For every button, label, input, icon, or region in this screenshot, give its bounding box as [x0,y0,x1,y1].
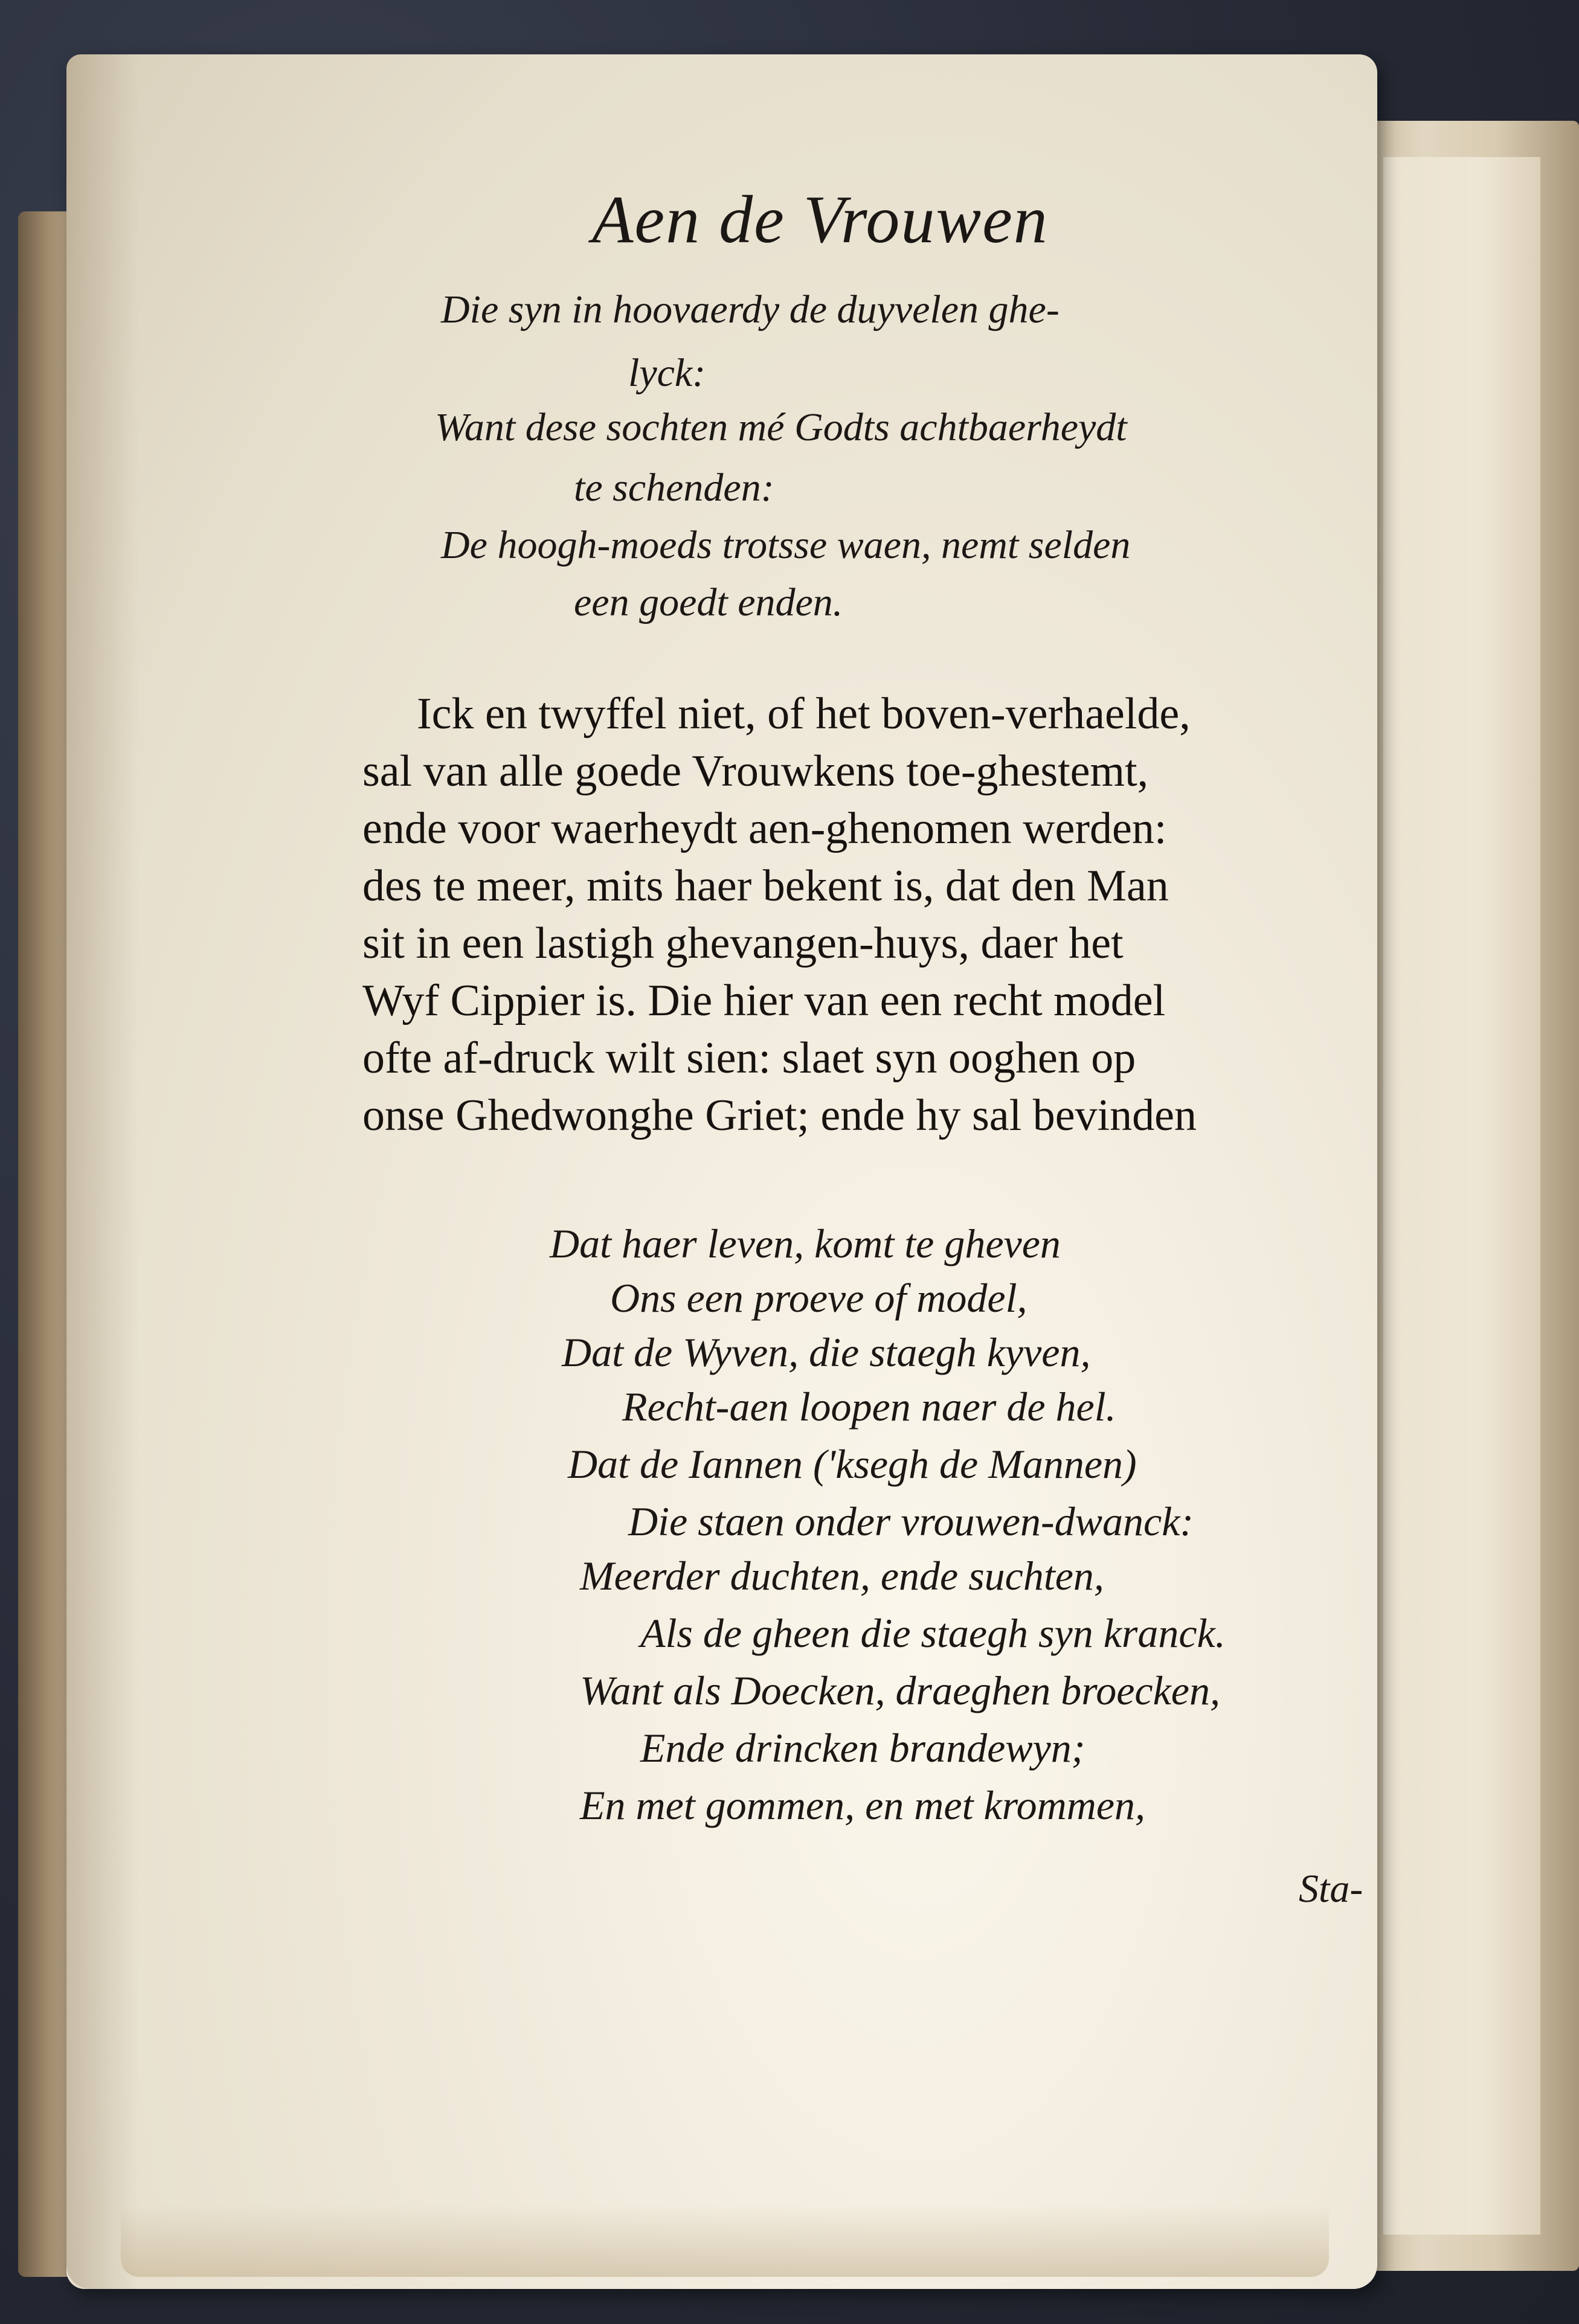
verse-bottom-line: Dat de Iannen ('ksegh de Mannen) [568,1441,1137,1487]
prose-line: sal van alle goede Vrouwkens toe-ghestemt, [362,746,1149,796]
book-page [66,54,1377,2289]
verse-top-line: Want dese sochten mé Godts achtbaerheydt [435,405,1127,449]
prose-line: sit in een lastigh ghevangen-huys, daer het [362,919,1124,968]
verse-top-line: Die syn in hoovaerdy de duyvelen ghe- [441,287,1060,332]
verse-bottom-line: Dat haer leven, komt te gheven [550,1221,1061,1266]
prose-line: ofte af-druck wilt sien: slaet syn ooghen op [362,1033,1136,1083]
page-gutter-shadow [66,54,139,2289]
verse-bottom-line: Recht-aen loopen naer de hel. [622,1384,1116,1430]
prose-line: Ick en twyffel niet, of het boven-verhaelde, [417,689,1191,739]
page-bottom-edge [121,2204,1329,2277]
prose-line: ende voor waerheydt aen-ghenomen werden: [362,804,1167,853]
verse-top-line: De hoogh-moeds trotsse waen, nemt selden [441,523,1131,567]
verse-top-line: lyck: [628,351,706,395]
verse-top-line: te schenden: [574,466,774,510]
verse-bottom-line: Dat de Wyven, die staegh kyven, [562,1329,1091,1375]
verse-bottom-line: Als de gheen die staegh syn kranck. [640,1610,1226,1656]
catchword: Sta- [1299,1867,1363,1911]
prose-line: des te meer, mits haer bekent is, dat den Man [362,861,1169,911]
verse-bottom-line: Ons een proeve of model, [610,1275,1027,1321]
prose-line: onse Ghedwonghe Griet; ende hy sal bevinden [362,1091,1197,1140]
facing-page [1383,157,1540,2235]
verse-bottom-line: Ende drincken brandewyn; [640,1725,1085,1771]
verse-bottom-line: Want als Doecken, draeghen broecken, [580,1668,1220,1713]
verse-bottom-line: Meerder duchten, ende suchten, [580,1553,1104,1599]
verse-top-line: een goedt enden. [574,580,843,624]
verse-bottom-line: En met gommen, en met krommen, [580,1782,1145,1828]
verse-bottom-line: Die staen onder vrouwen-dwanck: [628,1498,1194,1544]
prose-line: Wyf Cippier is. Die hier van een recht model [362,976,1166,1026]
page-heading: Aen de Vrouwen [592,182,1049,257]
